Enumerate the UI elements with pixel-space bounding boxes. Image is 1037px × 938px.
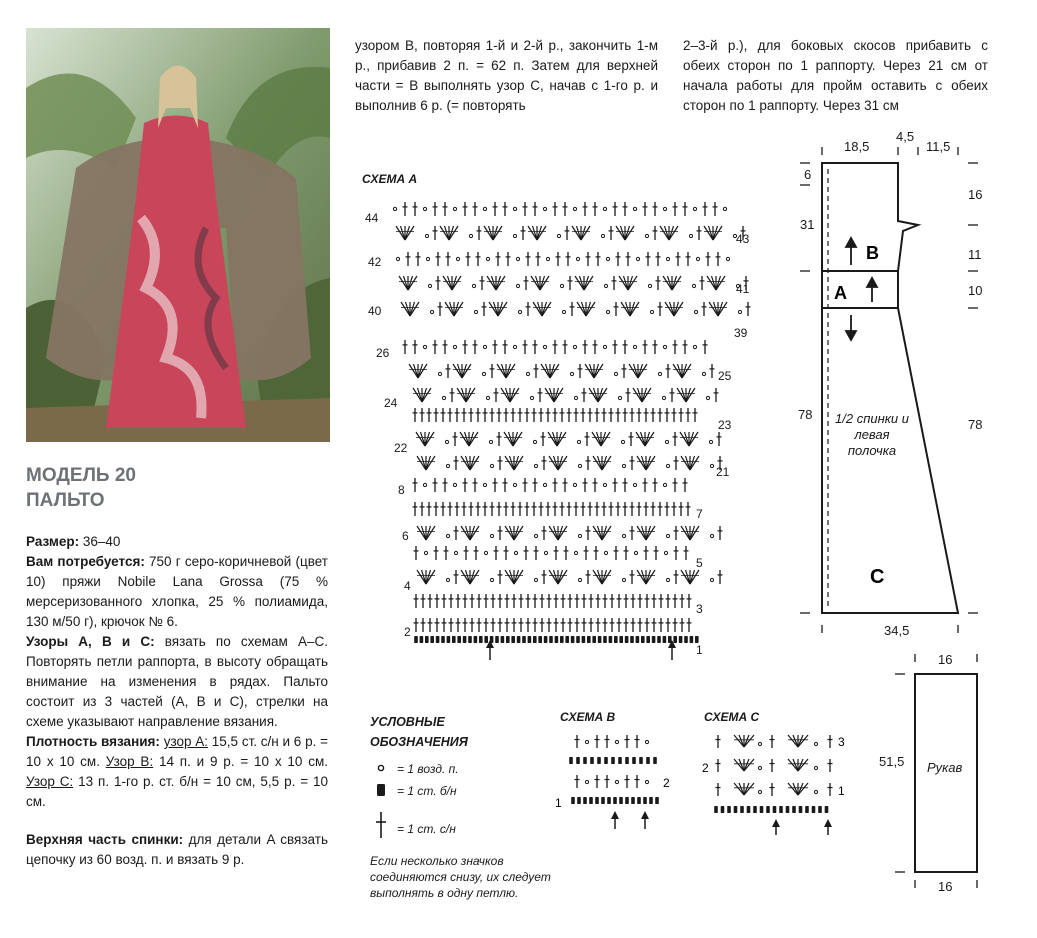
- dim-left-31: 31: [800, 217, 815, 232]
- schema-c-row-3: 3: [838, 735, 845, 749]
- schema-a-row-number: 44: [365, 211, 379, 225]
- schema-b-title: СХЕМА B: [560, 710, 616, 724]
- legend-title: УСЛОВНЫЕ ОБОЗНАЧЕНИЯ: [370, 715, 468, 749]
- model-title: МОДЕЛЬ 20 ПАЛЬТО: [26, 465, 136, 511]
- piece-label-b: B: [866, 243, 879, 263]
- schema-a-row-number: 22: [394, 441, 408, 455]
- dim-top-right: 11,5: [926, 139, 951, 154]
- sleeve-dim-height: 51,5: [879, 754, 905, 769]
- schema-a-row-number: 39: [734, 326, 748, 340]
- sleeve-dim-bottom: 16: [938, 879, 953, 894]
- schema-a-row-number: 23: [718, 418, 732, 432]
- schema-c-diagram: [698, 725, 858, 835]
- schema-a-row-number: 26: [376, 346, 390, 360]
- arrow-down-icon: [846, 331, 856, 340]
- sleeve-piece: [875, 648, 1025, 898]
- chain-stitch-icon: [378, 765, 383, 770]
- arrow-up-icon: [867, 278, 877, 287]
- schema-b-row-2: 2: [663, 776, 670, 790]
- legend-note: Если несколько значков соединяются снизу, их следует выполнять в одну петлю.: [370, 854, 551, 900]
- piece-label-c: C: [870, 566, 885, 588]
- schema-a-row-number: 1: [696, 643, 703, 657]
- schema-a-diagram: [360, 190, 760, 660]
- piece-inner-label: 1/2 спинки и левая полочка: [835, 411, 909, 458]
- dim-right-16: 16: [968, 187, 983, 202]
- legend-item-dc: = 1 ст. с/н: [397, 822, 456, 836]
- sleeve-label: Рукав: [927, 760, 963, 775]
- pattern-outline: [822, 163, 958, 613]
- pattern-piece: [790, 125, 1020, 650]
- schema-a-row-number: 42: [368, 255, 382, 269]
- dim-left-78: 78: [798, 407, 813, 422]
- schema-a-row-number: 21: [716, 465, 730, 479]
- schema-b-row-1: 1: [555, 796, 562, 810]
- schema-a-row-number: 7: [696, 507, 703, 521]
- schema-a-row-number: 25: [718, 369, 732, 383]
- piece-label-a: A: [834, 283, 847, 303]
- schema-a-row-number: 8: [398, 483, 405, 497]
- legend-item-chain: = 1 возд. п.: [397, 762, 459, 776]
- schema-a-row-number: 4: [404, 579, 411, 593]
- schema-a-row-number: 41: [736, 282, 750, 296]
- specifications: Размер: 36–40 Вам потребуется: 750 г серо-коричневой (цвет 10) пряжи Nobile Lana Grossa (75 % мерсеризованного хлопка, 25 % полиамида, 130 м/50 г), крючок № 6. Узоры A, B и C: вязать по схемам A–C. Повторять петли раппорта, в высоту обращать внимание на изменения в рядах. Пальто состоит из 3 частей (A, B и C), стрелки на схеме указывают направление вязания. Плотность вязания: узор A: 15,5 ст. с/н и 6 р. = 10 x 10 см. Узор B: 14 п. и 9 р. = 10 x 10 см. Узор C: 13 п. 1-го р. ст. б/н = 10 см, 5,5 р. = 10 см. Верхняя часть спинки: для детали A связать цепочку из 60 возд. п. и вязать 9 р.: [26, 534, 329, 867]
- schema-a-row-number: 3: [696, 602, 703, 616]
- schema-a-row-number: 2: [404, 625, 411, 639]
- schema-a-row-number: 6: [402, 529, 409, 543]
- schema-c-row-2: 2: [702, 761, 709, 775]
- dim-right-78: 78: [968, 417, 983, 432]
- dim-top-mid: 4,5: [896, 129, 915, 144]
- schema-a-row-number: 24: [384, 396, 398, 410]
- arrow-up-icon: [846, 238, 856, 247]
- instructions-column-3: 2–3-й р.), для боковых скосов прибавить с обеих сторон по 1 раппорту. Через 21 см от начала работы для пройм оставить с обеих сторон по 1 раппорту. Через 31 см: [683, 38, 988, 113]
- single-crochet-icon: [377, 784, 385, 796]
- dim-left-6: 6: [804, 167, 812, 182]
- dim-right-10: 10: [968, 283, 983, 298]
- schema-a-row-number: 5: [696, 556, 703, 570]
- dim-top-left: 18,5: [844, 139, 870, 154]
- schema-c-title: СХЕМА C: [704, 710, 760, 724]
- legend-symbols: [372, 760, 394, 840]
- schema-a-row-number: 43: [736, 232, 750, 246]
- dim-bottom: 34,5: [884, 623, 910, 638]
- sleeve-dim-top: 16: [938, 652, 953, 667]
- model-photo: [26, 28, 330, 442]
- dim-right-11: 11: [968, 247, 982, 262]
- instructions-column-2: узором B, повторяя 1-й и 2-й р., закончить 1-м р., прибавив 2 п. = 62 п. Затем для верхней части = B выполнять узор C, начав с 1-го р. и выполнив 6 р. (= повторять: [355, 38, 658, 113]
- schema-a-row-number: 40: [368, 304, 382, 318]
- schema-a-title: СХЕМА A: [362, 172, 418, 186]
- legend-item-sc: = 1 ст. б/н: [397, 784, 457, 798]
- schema-b-diagram: [555, 725, 685, 835]
- schema-c-row-1: 1: [838, 784, 845, 798]
